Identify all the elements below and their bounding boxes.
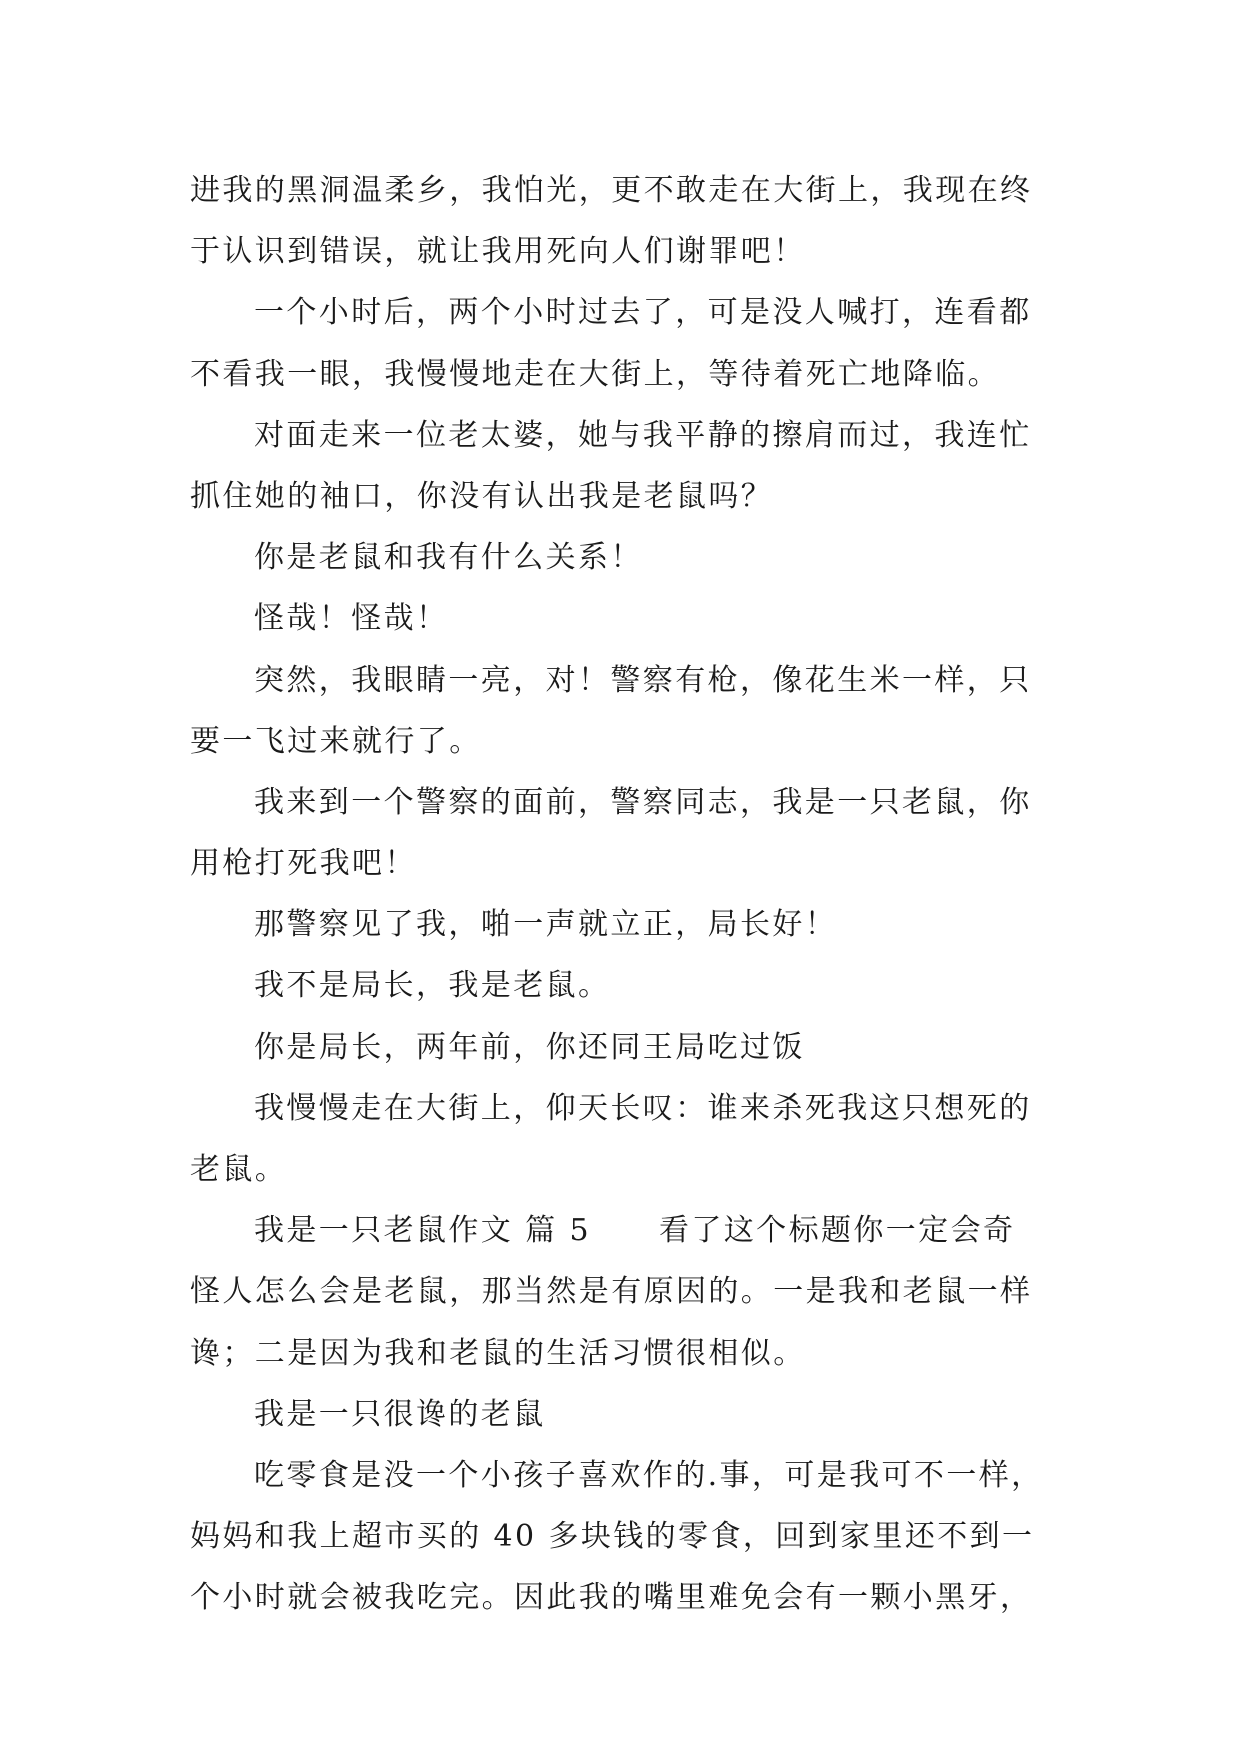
text-line: 老鼠。 [190,1152,288,1187]
body-text [190,160,1050,1629]
section-heading: 我是一只老鼠作文 篇 5 [254,1213,591,1249]
text-line: 不看我一眼，我慢慢地走在大街上，等待着死亡地降临。 [190,356,1000,392]
text-line: 抓住她的袖口，你没有认出我是老鼠吗？ [190,478,774,514]
text-line: 妈妈和我上超市买的 40 多块钱的零食，回到家里还不到一 [190,1519,1035,1555]
text-line: 个小时就会被我吃完。因此我的嘴里难免会有一颗小黑牙， [190,1580,1033,1616]
text-line: 你是局长，两年前，你还同王局吃过饭 [254,1029,805,1065]
section-heading-line [190,1200,1050,1261]
text-line: 进我的黑洞温柔乡，我怕光，更不敢走在大街上，我现在终 [190,173,1033,208]
text-line: 用枪打死我吧！ [190,846,417,882]
text-line: 对面走来一位老太婆，她与我平静的擦肩而过，我连忙 [254,417,1032,453]
text-line: 你是老鼠和我有什么关系！ [254,540,643,576]
text-line: 于认识到错误，就让我用死向人们谢罪吧！ [190,234,806,270]
text-line: 怪人怎么会是老鼠，那当然是有原因的。一是我和老鼠一样 [190,1274,1033,1310]
text-line: 我来到一个警察的面前，警察同志，我是一只老鼠，你 [254,784,1032,820]
text-line: 我是一只很谗的老鼠 [254,1396,546,1432]
text-line: 我慢慢走在大街上，仰天长叹：谁来杀死我这只想死的 [254,1090,1032,1126]
text-line: 要一飞过来就行了。 [190,723,482,759]
text-line: 吃零食是没一个小孩子喜欢作的.事，可是我可不一样， [254,1457,1044,1493]
text-line: 突然，我眼睛一亮，对！警察有枪，像花生米一样，只 [254,662,1032,698]
section-lead-text: 看了这个标题你一定会奇 [658,1213,1016,1249]
text-line: 怪哉！怪哉！ [254,601,449,637]
text-line: 一个小时后，两个小时过去了，可是没人喊打，连看都 [254,295,1032,331]
text-line: 那警察见了我，啪一声就立正，局长好！ [254,907,838,943]
text-line: 我不是局长，我是老鼠。 [254,968,611,1004]
text-line: 谗；二是因为我和老鼠的生活习惯很相似。 [190,1335,806,1371]
